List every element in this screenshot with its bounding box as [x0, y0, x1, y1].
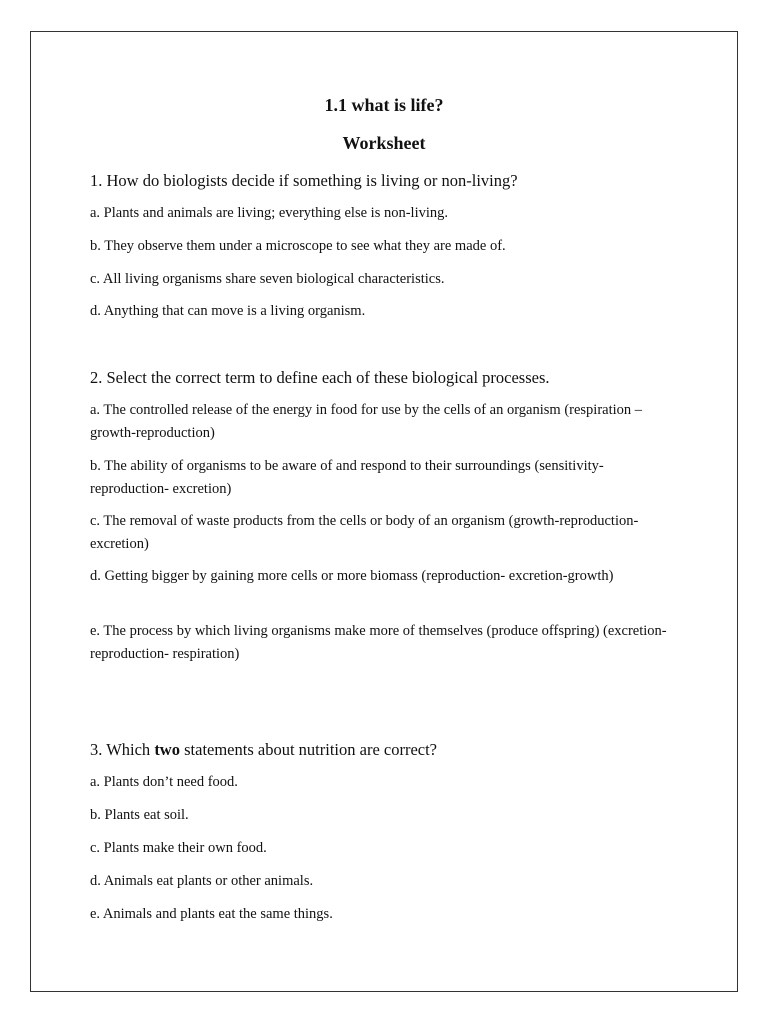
- q2-option-b: b. The ability of organisms to be aware of and respond to their surroundings (sensitivity-reproduction- excretion): [90, 458, 604, 497]
- question-3-suffix: statements about nutrition are correct?: [179, 740, 438, 759]
- q3-option-e: e. Animals and plants eat the same things.: [90, 906, 333, 922]
- q1-option-d: d. Anything that can move is a living organism.: [90, 303, 366, 319]
- q3-option-a: a. Plants don’t need food.: [90, 774, 238, 790]
- worksheet-title: 1.1 what is life?: [324, 95, 444, 115]
- q2-option-a: a. The controlled release of the energy in food for use by the cells of an organism (respiration – growth-reproduction): [90, 402, 643, 441]
- q3-option-b: b. Plants eat soil.: [90, 807, 189, 823]
- question-3: [90, 740, 690, 760]
- q1-option-b: b. They observe them under a microscope to see what they are made of.: [90, 238, 506, 254]
- question-3-prefix: 3. Which: [90, 740, 155, 759]
- q2-option-e: e. The process by which living organisms make more of themselves (produce offspring) (excretion- reproduction- respiration): [90, 623, 667, 662]
- q2-option-d: d. Getting bigger by gaining more cells or more biomass (reproduction- excretion-growth): [90, 568, 614, 584]
- worksheet-subtitle: Worksheet: [342, 133, 426, 153]
- q3-option-c: c. Plants make their own food.: [90, 840, 267, 856]
- q1-option-a: a. Plants and animals are living; everything else is non-living.: [90, 205, 448, 221]
- q3-option-d: d. Animals eat plants or other animals.: [90, 873, 314, 889]
- q2-option-c: c. The removal of waste products from the cells or body of an organism (growth-reproduction- excretion): [90, 513, 639, 552]
- question-1: 1. How do biologists decide if something is living or non-living?: [90, 171, 518, 190]
- question-3-bold: two: [154, 740, 180, 759]
- q1-option-c: c. All living organisms share seven biological characteristics.: [90, 271, 445, 287]
- question-2: 2. Select the correct term to define each of these biological processes.: [90, 368, 550, 387]
